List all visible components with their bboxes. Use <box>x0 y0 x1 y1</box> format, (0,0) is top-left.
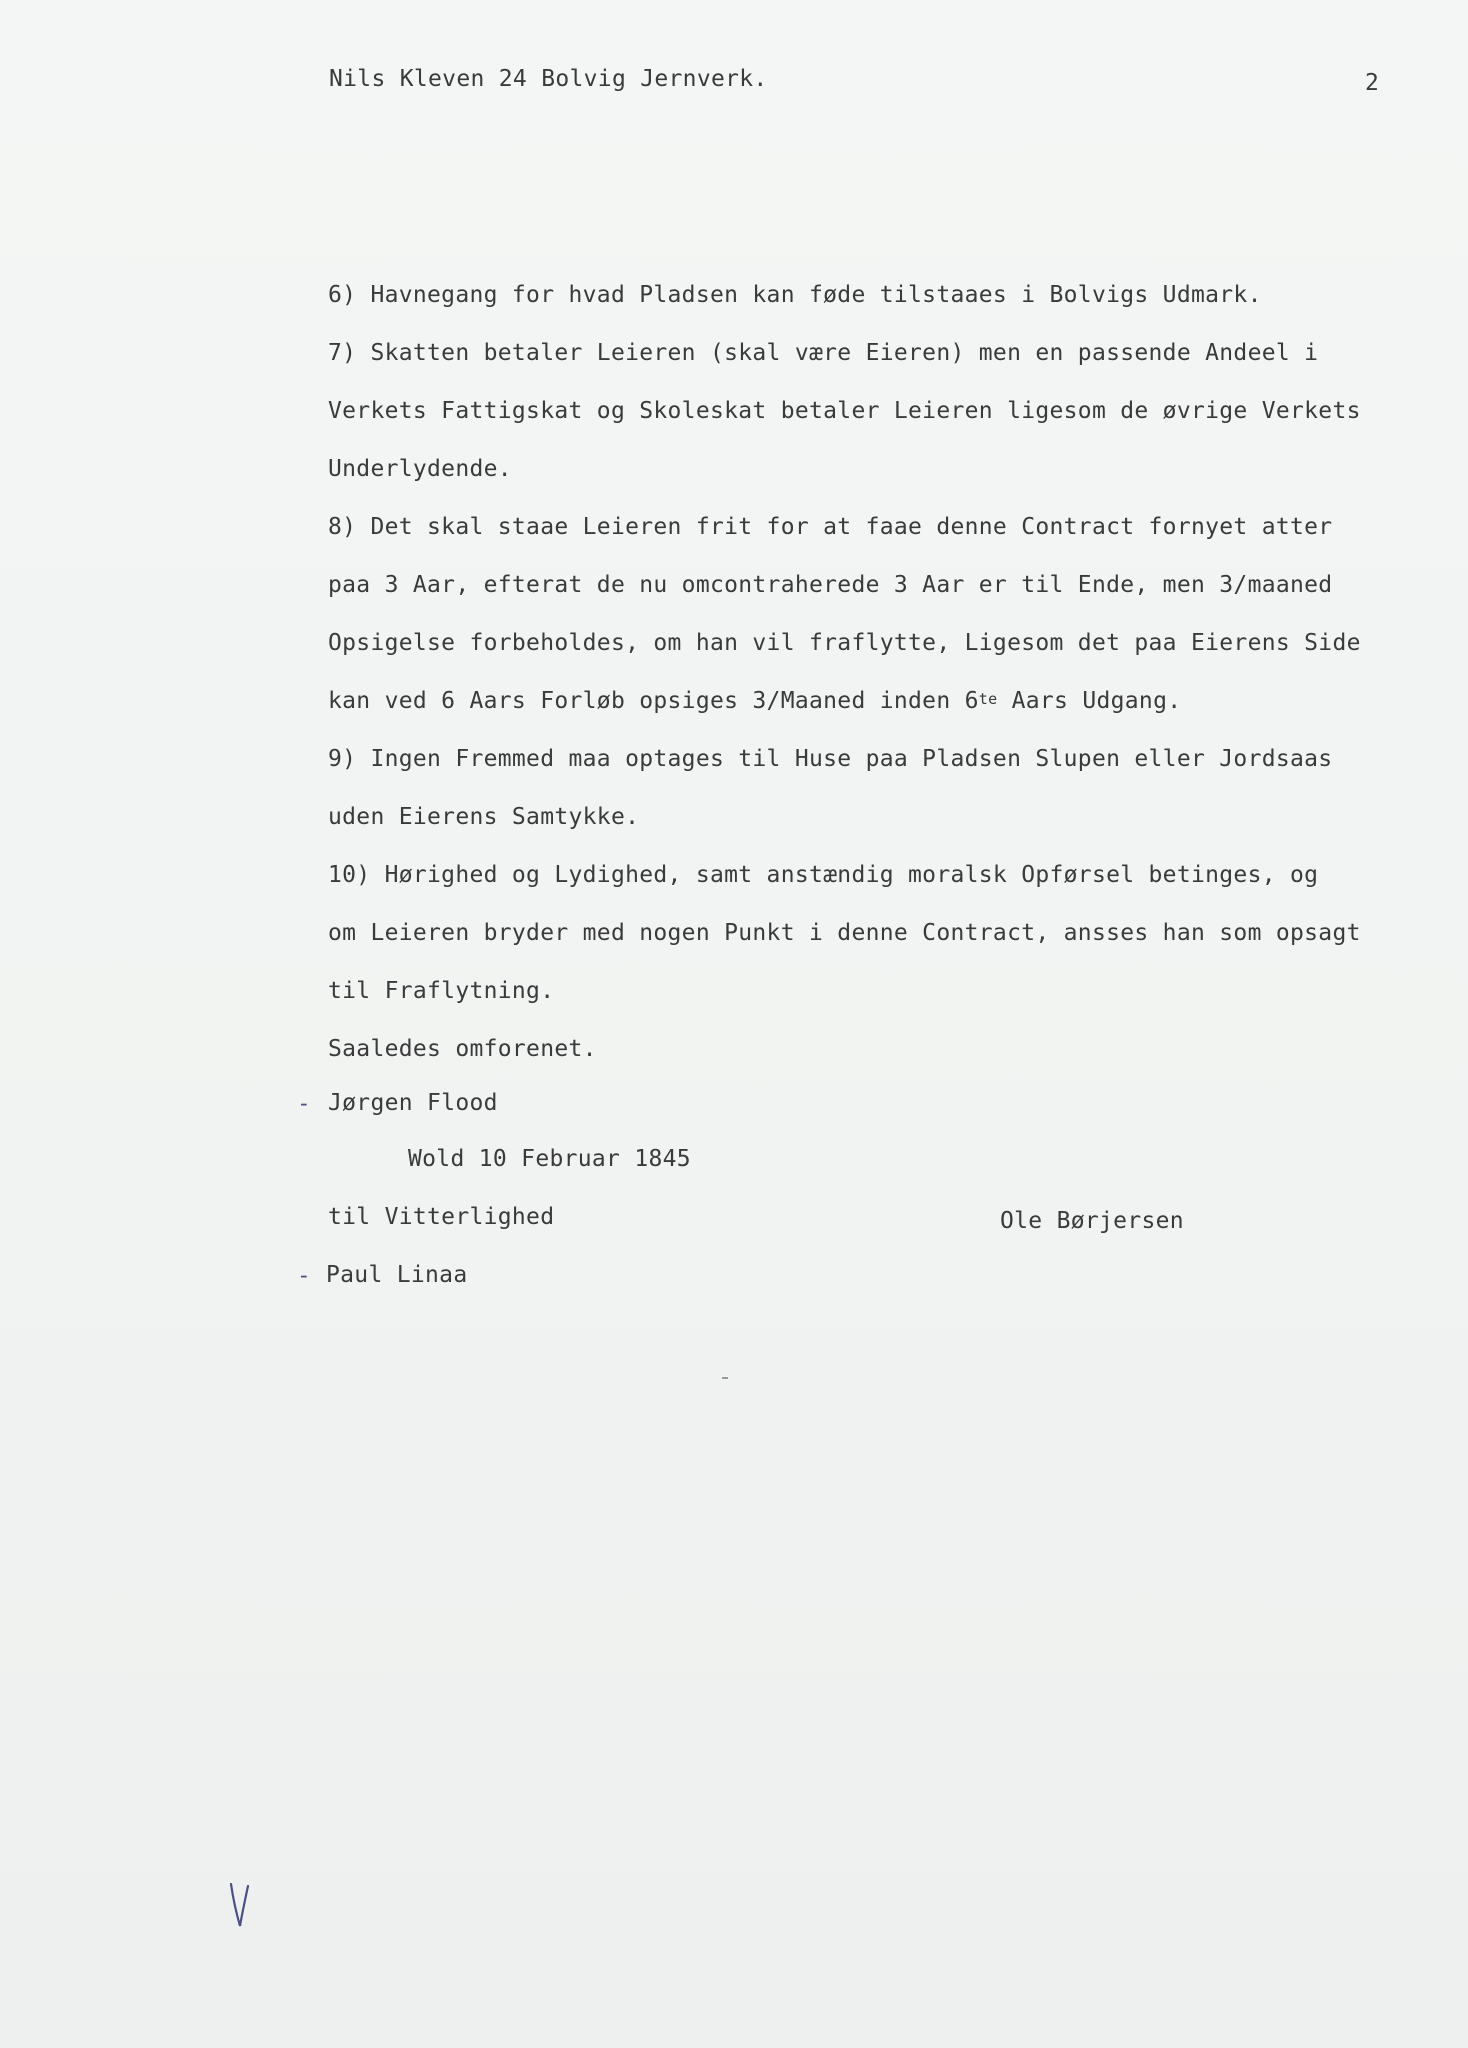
paragraph-10-line-3: til Fraflytning. <box>328 978 555 1004</box>
agreement-statement: Saaledes omforenet. <box>328 1036 597 1062</box>
paragraph-8-line-2: paa 3 Aar, efterat de nu omcontraherede 3 Aar er til Ende, men 3/maaned <box>328 572 1333 598</box>
signer-ole-borjersen: Ole Børjersen <box>1000 1208 1184 1234</box>
paragraph-7-line-1: 7) Skatten betaler Leieren (skal være Eieren) men en passende Andeel i <box>328 340 1319 366</box>
paragraph-6: 6) Havnegang for hvad Pladsen kan føde tilstaaes i Bolvigs Udmark. <box>328 282 1262 308</box>
paper-speck <box>722 1377 728 1379</box>
paragraph-10-line-2: om Leieren bryder med nogen Punkt i denne Contract, ansses han som opsagt <box>328 920 1361 946</box>
header-title: Nils Kleven 24 Bolvig Jernverk. <box>329 66 768 92</box>
paragraph-10-line-1: 10) Hørighed og Lydighed, samt anstændig moralsk Opførsel betinges, og <box>328 862 1319 888</box>
place-and-date: Wold 10 Februar 1845 <box>408 1146 691 1172</box>
signature-mark-2: - <box>300 1262 308 1288</box>
paragraph-9-line-2: uden Eierens Samtykke. <box>328 804 640 830</box>
paragraph-8-line-4-text: kan ved 6 Aars Forløb opsiges 3/Maaned inden 6 <box>328 688 979 714</box>
signer-paul-linaa: Paul Linaa <box>326 1262 468 1288</box>
page-number: 2 <box>1365 70 1380 96</box>
paragraph-8-line-1: 8) Det skal staae Leieren frit for at faae denne Contract fornyet atter <box>328 514 1333 540</box>
signature-mark-1: - <box>300 1090 308 1116</box>
ordinal-suffix: te <box>978 690 998 708</box>
checkmark-icon <box>225 1880 255 1930</box>
paragraph-7-line-3: Underlydende. <box>328 456 512 482</box>
paragraph-7-line-2: Verkets Fattigskat og Skoleskat betaler Leieren ligesom de øvrige Verkets <box>328 398 1361 424</box>
paragraph-9-line-1: 9) Ingen Fremmed maa optages til Huse paa Pladsen Slupen eller Jordsaas <box>328 746 1333 772</box>
paragraph-8-line-4-end: Aars Udgang. <box>997 688 1182 714</box>
witness-label: til Vitterlighed <box>328 1204 555 1230</box>
paragraph-8-line-4 <box>328 690 1181 713</box>
paragraph-8-line-3: Opsigelse forbeholdes, om han vil fraflytte, Ligesom det paa Eierens Side <box>328 630 1361 656</box>
signer-jorgen-flood: Jørgen Flood <box>328 1090 498 1116</box>
